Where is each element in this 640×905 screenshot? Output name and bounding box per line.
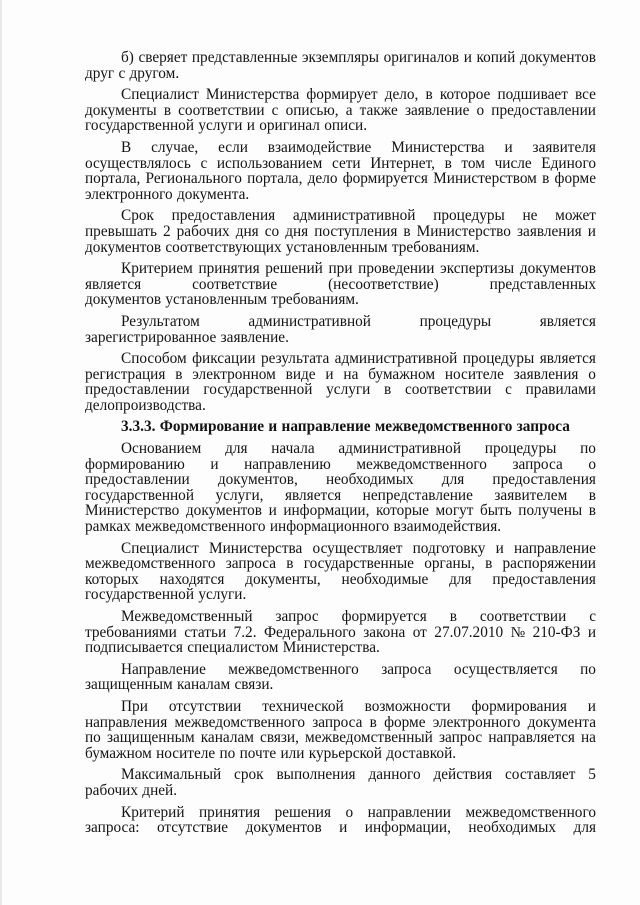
text-line: документов соответствующих установленным требованиям. bbox=[85, 238, 480, 256]
text-line: В случае, если взаимодействие Министерства и заявителя bbox=[121, 138, 596, 156]
paragraph bbox=[85, 805, 596, 836]
text-line: Министерство документов и информации, которые могут быть получены в bbox=[85, 502, 596, 520]
text-line: рамках межведомственного информационного взаимодействия. bbox=[85, 518, 502, 536]
text-line: 3.3.3. Формирование и направление межведомственного запроса bbox=[121, 418, 570, 436]
paragraph bbox=[85, 314, 596, 345]
text-line: документов установленным требованиям. bbox=[85, 291, 359, 309]
text-line: регистрация в электронном виде и на бумажном носителе заявления о bbox=[85, 365, 596, 383]
paragraph bbox=[85, 767, 596, 798]
text-line: требованиями статьи 7.2. Федерального закона от 27.07.2010 № 210-ФЗ и bbox=[85, 623, 596, 641]
text-line: защищенным каналам связи. bbox=[85, 676, 274, 694]
text-line: зарегистрированное заявление. bbox=[85, 328, 289, 346]
text-line: подписывается специалистом Министерства. bbox=[85, 639, 380, 657]
text-line: портала, Регионального портала, дело формируется Министерством в форме bbox=[85, 170, 596, 188]
text-line: Межведомственный запрос формируется в соответствии с bbox=[121, 608, 596, 625]
text-line: делопроизводства. bbox=[85, 396, 206, 414]
text-line: которых находятся документы, необходимые для предоставления bbox=[85, 570, 596, 588]
text-line: государственной услуги, является непредставление заявителем в bbox=[85, 486, 596, 504]
paragraph bbox=[85, 662, 596, 693]
text-line: Основанием для начала административной процедуры по bbox=[121, 440, 596, 458]
text-line: предоставлении документов, необходимых для предоставления bbox=[85, 471, 596, 489]
text-line: формированию и направлению межведомственного запроса о bbox=[85, 455, 596, 473]
text-line: электронного документа. bbox=[85, 185, 250, 203]
text-line: рабочих дней. bbox=[85, 781, 178, 799]
text-line: превышать 2 рабочих дня со дня поступления в Министерство заявления и bbox=[85, 222, 596, 240]
text-line: друг с другом. bbox=[85, 64, 180, 82]
text-line: осуществлялось с использованием сети Интернет, в том числе Единого bbox=[85, 154, 596, 172]
text-line: Способом фиксации результата административной процедуры является bbox=[121, 350, 596, 368]
paragraph bbox=[85, 261, 596, 308]
text-line: государственной услуги. bbox=[85, 586, 247, 604]
text-line: государственной услуги и оригинал описи. bbox=[85, 117, 368, 135]
text-line: является соответствие (несоответствие) представленных bbox=[85, 275, 596, 293]
text-line: предоставлении государственной услуги в соответствии с правилами bbox=[85, 381, 596, 399]
paragraph bbox=[85, 699, 596, 761]
paragraph bbox=[85, 87, 596, 134]
paragraph bbox=[85, 208, 596, 255]
text-line: Критерий принятия решения о направлении межведомственного bbox=[121, 803, 596, 821]
paragraph bbox=[85, 609, 596, 656]
text-line: Критерием принятия решений при проведении экспертизы документов bbox=[121, 260, 596, 278]
paragraph bbox=[85, 140, 596, 202]
text-line: бумажном носителе по почте или курьерской доставкой. bbox=[85, 744, 457, 762]
text-line: Срок предоставления административной процедуры не может bbox=[121, 207, 596, 225]
text-line: Специалист Министерства осуществляет подготовку и направление bbox=[121, 539, 596, 557]
paragraph bbox=[85, 351, 596, 413]
text-line: Максимальный срок выполнения данного действия составляет 5 bbox=[121, 766, 596, 784]
text-line: Специалист Министерства формирует дело, в которое подшивает все bbox=[121, 86, 596, 104]
text-line: направления межведомственного запроса в форме электронного документа bbox=[85, 713, 596, 731]
text-line: б) сверяет представленные экземпляры оригиналов и копий документов bbox=[121, 49, 596, 66]
text-line: межведомственного запроса в государственные органы, в распоряжении bbox=[85, 555, 596, 573]
text-line: При отсутствии технической возможности формирования и bbox=[121, 697, 596, 715]
paragraph bbox=[85, 441, 596, 535]
text-line: Направление межведомственного запроса осуществляется по bbox=[121, 660, 596, 678]
paragraph bbox=[85, 50, 596, 81]
text-line: Результатом административной процедуры является bbox=[121, 312, 596, 330]
paragraph bbox=[85, 541, 596, 603]
document-body bbox=[85, 50, 596, 836]
section-heading bbox=[85, 419, 596, 435]
text-line: документы в соответствии с описью, а также заявление о предоставлении bbox=[85, 101, 596, 119]
text-line: запроса: отсутствие документов и информации, необходимых для bbox=[85, 819, 596, 837]
text-line: по защищенным каналам связи, межведомственный запрос направляется на bbox=[85, 729, 596, 747]
